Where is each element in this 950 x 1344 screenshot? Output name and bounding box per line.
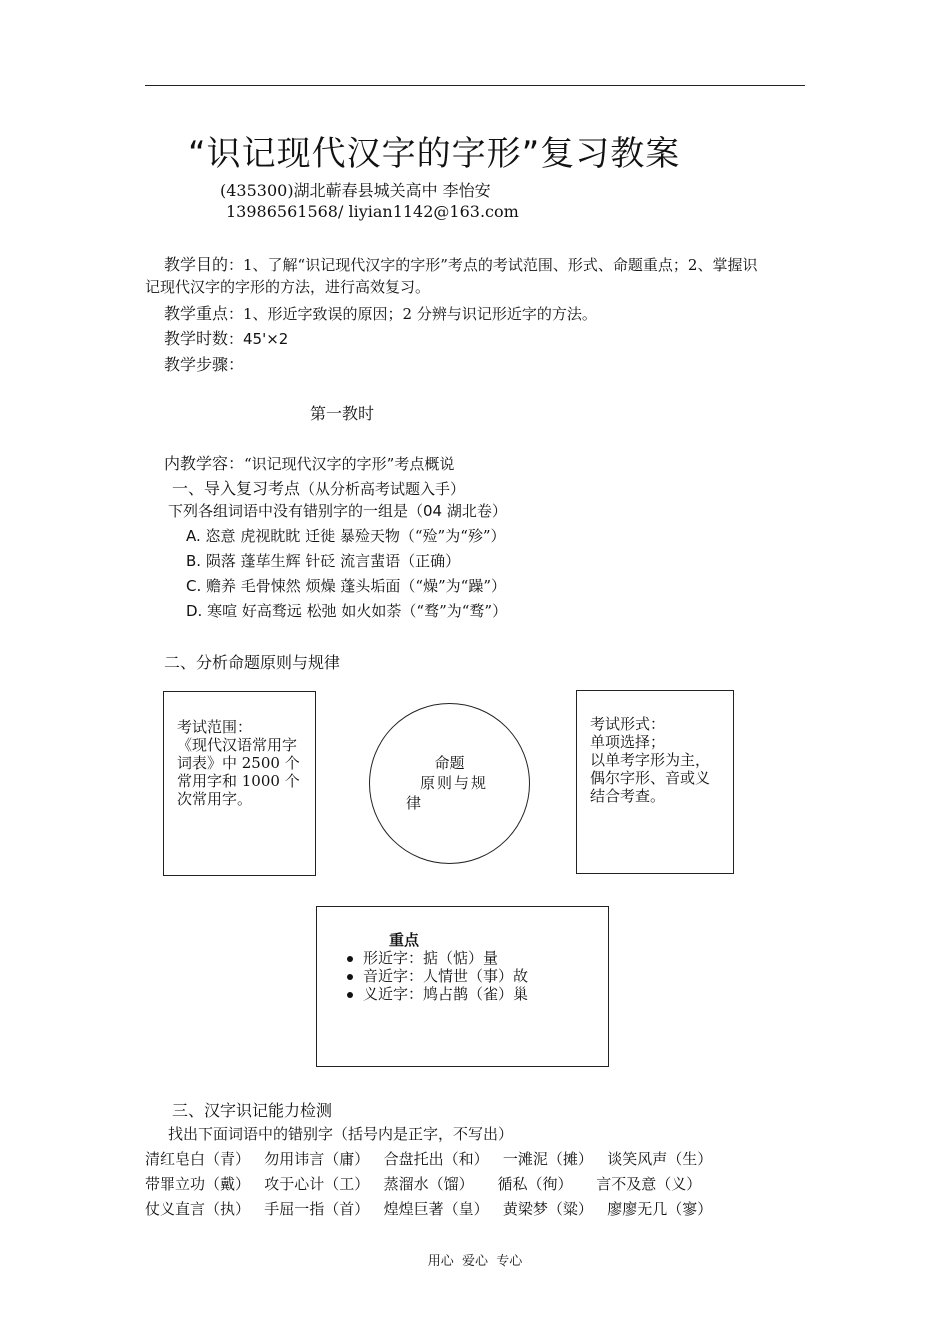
- content-text: “识记现代汉字的字形”考点概说: [244, 455, 455, 473]
- contact-line: 13986561568/ liyian1142@163.com: [226, 202, 519, 221]
- exercise-row: 带罪立功（戴） 攻于心计（工） 蒸溜水（馏） 循私（徇） 言不及意（义）: [145, 1175, 702, 1193]
- option-b-letter: B.: [186, 552, 202, 570]
- exam-format-line1: 单项选择；: [590, 733, 666, 751]
- focus-item-text: 义近字：鸠占鹊（雀）巢: [363, 985, 529, 1003]
- key-points-line: [164, 301, 597, 324]
- exam-format-box: [576, 690, 734, 874]
- option-d-text: 寒喧 好高骛远 松弛 如火如荼（“骛”为“骛”）: [207, 602, 508, 620]
- focus-item: [347, 949, 597, 967]
- exam-scope-text: [177, 718, 305, 808]
- exam-format-title: 考试形式：: [590, 715, 666, 733]
- key-points-text: ：1、形近字致误的原因；2 分辨与识记形近字的方法。: [228, 305, 597, 323]
- exercise-row: 仗义直言（执） 手屈一指（首） 煌煌巨著（皇） 黄梁梦（粱） 廖廖无几（寥）: [145, 1200, 713, 1218]
- objectives-label: 教学目的: [164, 255, 229, 274]
- option-c: [186, 575, 506, 596]
- circle-line3: 律: [406, 794, 422, 812]
- option-d: [186, 600, 507, 621]
- author-line: (435300)湖北蕲春县城关高中 李怡安: [220, 181, 491, 200]
- objectives-text: ：1、了解“识记现代汉字的字形”考点的考试范围、形式、命题重点；2、掌握识: [228, 256, 758, 274]
- steps-label: 教学步骤：: [164, 355, 245, 374]
- option-b-text: 陨落 蓬荜生辉 针砭 流言蜚语（正确）: [205, 552, 461, 570]
- section1-heading: 一、导入复习考点: [172, 479, 301, 498]
- bullet-icon: [347, 956, 353, 962]
- circle-line1: 命题: [434, 754, 465, 772]
- page-footer: 用心 爱心 专心: [427, 1254, 523, 1269]
- section3-instruction: 找出下面词语中的错别字（括号内是正字，不写出）: [168, 1125, 514, 1143]
- focus-item-text: 音近字：人情世（事）故: [363, 967, 529, 985]
- question-end: 湖北卷）: [442, 502, 507, 520]
- content-label: 内教学容：: [164, 454, 245, 473]
- focus-box: [316, 906, 609, 1067]
- objectives-line2: 记现代汉字的字形的方法，进行高效复习。: [145, 278, 431, 296]
- focus-list: [347, 949, 597, 1003]
- bullet-icon: [347, 992, 353, 998]
- option-a: [186, 525, 506, 546]
- question-text: 下列各组词语中没有错别字的一组是（: [168, 502, 424, 520]
- circle-line2: 原则与规: [420, 774, 489, 792]
- exam-scope-box: [163, 691, 316, 876]
- option-b: [186, 550, 460, 571]
- objectives-line1: [164, 252, 757, 275]
- focus-item-text: 形近字：掂（惦）量: [363, 949, 499, 967]
- hours-label: 教学时数: [164, 329, 229, 348]
- option-c-text: 赡养 毛骨悚然 烦燥 蓬头垢面（“燥”为“躁”）: [206, 577, 507, 595]
- page-title: “识记现代汉字的字形”复习教案: [188, 134, 681, 174]
- focus-title: 重点: [389, 931, 420, 949]
- focus-item: [347, 985, 597, 1003]
- question-year: 04: [423, 502, 443, 520]
- key-points-label: 教学重点: [164, 304, 229, 323]
- bullet-icon: [347, 974, 353, 980]
- section2-heading: 二、分析命题原则与规律: [164, 653, 341, 672]
- exam-scope-title: 考试范围：: [177, 718, 253, 736]
- lesson-heading: 第一教时: [310, 404, 375, 423]
- exercise-row: 清红皂白（青） 勿用讳言（庸） 合盘托出（和） 一滩泥（摊） 谈笑风声（生）: [145, 1150, 713, 1168]
- exam-format-text: [590, 715, 724, 805]
- section1-heading-line: [172, 476, 465, 499]
- option-a-text: 恣意 虎视眈眈 迁徙 暴殓天物（“殓”为“殄”）: [205, 527, 506, 545]
- question-line: [168, 500, 507, 521]
- hours-text: ：45'×2: [228, 330, 289, 348]
- section1-heading-note: （从分析高考试题入手）: [300, 480, 466, 498]
- header-rule: [145, 85, 805, 86]
- exam-scope-body: 《现代汉语常用字词表》中 2500 个常用字和 1000 个次常用字。: [177, 736, 300, 808]
- focus-item: [347, 967, 597, 985]
- option-c-letter: C.: [186, 577, 202, 595]
- exam-format-line2: 以单考字形为主，偶尔字形、音或义结合考查。: [590, 751, 711, 805]
- content-line: [164, 451, 454, 474]
- option-a-letter: A.: [186, 527, 201, 545]
- hours-line: [164, 326, 288, 349]
- section3-heading: 三、汉字识记能力检测: [172, 1101, 333, 1120]
- option-d-letter: D.: [186, 602, 203, 620]
- principles-circle: [369, 703, 530, 864]
